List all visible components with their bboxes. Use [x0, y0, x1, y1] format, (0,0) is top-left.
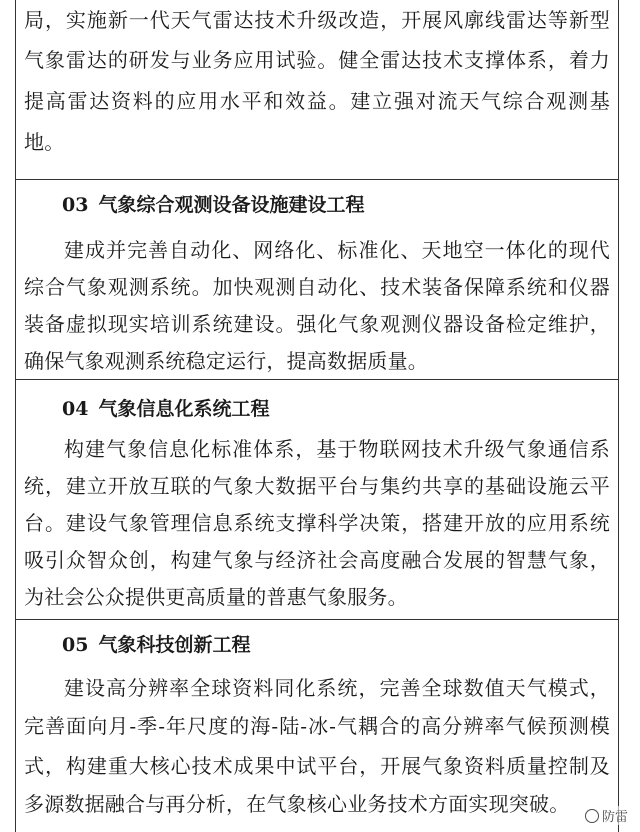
- section-04: [16, 380, 618, 620]
- watermark-text: 防雷: [601, 810, 628, 825]
- watermark: [583, 806, 630, 825]
- text-line: 装备虚拟现实培训系统建设。强化气象观测仪器设备检定维护，: [24, 312, 610, 336]
- section-number: 04: [62, 398, 89, 420]
- text-line: 提高雷达资料的应用水平和效益。建立强对流天气综合观测基: [24, 89, 610, 113]
- text-line: 地。: [24, 130, 65, 154]
- text-line: 综合气象观测系统。加快观测自动化、技术装备保障系统和仪器: [24, 275, 610, 299]
- section-heading: [62, 190, 364, 217]
- section-05: [16, 620, 618, 832]
- section-title: 气象综合观测设备设施建设工程: [98, 194, 365, 216]
- text-line: 完善面向月-季-年尺度的海-陆-冰-气耦合的高分辨率气候预测模: [24, 714, 610, 738]
- text-line: 局，实施新一代天气雷达技术升级改造，开展风廓线雷达等新型: [24, 8, 610, 32]
- section-number: 05: [62, 634, 89, 656]
- section-heading: [62, 394, 269, 421]
- section-number: 03: [62, 194, 89, 216]
- text-line: 构建气象信息化标准体系，基于物联网技术升级气象通信系: [64, 437, 610, 461]
- text-line: 建设高分辨率全球资料同化系统，完善全球数值天气模式，: [64, 676, 610, 700]
- text-line: 吸引众智众创，构建气象与经济社会高度融合发展的智慧气象，: [24, 548, 610, 572]
- section-continuation: [16, 0, 618, 180]
- section-03: [16, 180, 618, 380]
- section-title: 气象科技创新工程: [98, 634, 251, 656]
- watermark-icon: [585, 809, 599, 823]
- text-line: 式，构建重大核心技术成果中试平台，开展气象资料质量控制及: [24, 754, 610, 778]
- text-line: 确保气象观测系统稳定运行，提高数据质量。: [24, 349, 428, 373]
- text-line: 建成并完善自动化、网络化、标准化、天地空一体化的现代: [64, 238, 610, 262]
- text-line: 台。建设气象管理信息系统支撑科学决策，搭建开放的应用系统: [24, 511, 610, 535]
- section-heading: [62, 630, 250, 657]
- document-table: [15, 0, 619, 832]
- text-line: 气象雷达的研发与业务应用试验。健全雷达技术支撑体系，着力: [24, 48, 610, 72]
- text-line: 多源数据融合与再分析，在气象核心业务技术方面实现突破。: [24, 792, 570, 816]
- section-title: 气象信息化系统工程: [98, 398, 270, 420]
- text-line: 统，建立开放互联的气象大数据平台与集约共享的基础设施云平: [24, 474, 610, 498]
- text-line: 为社会公众提供更高质量的普惠气象服务。: [24, 585, 408, 609]
